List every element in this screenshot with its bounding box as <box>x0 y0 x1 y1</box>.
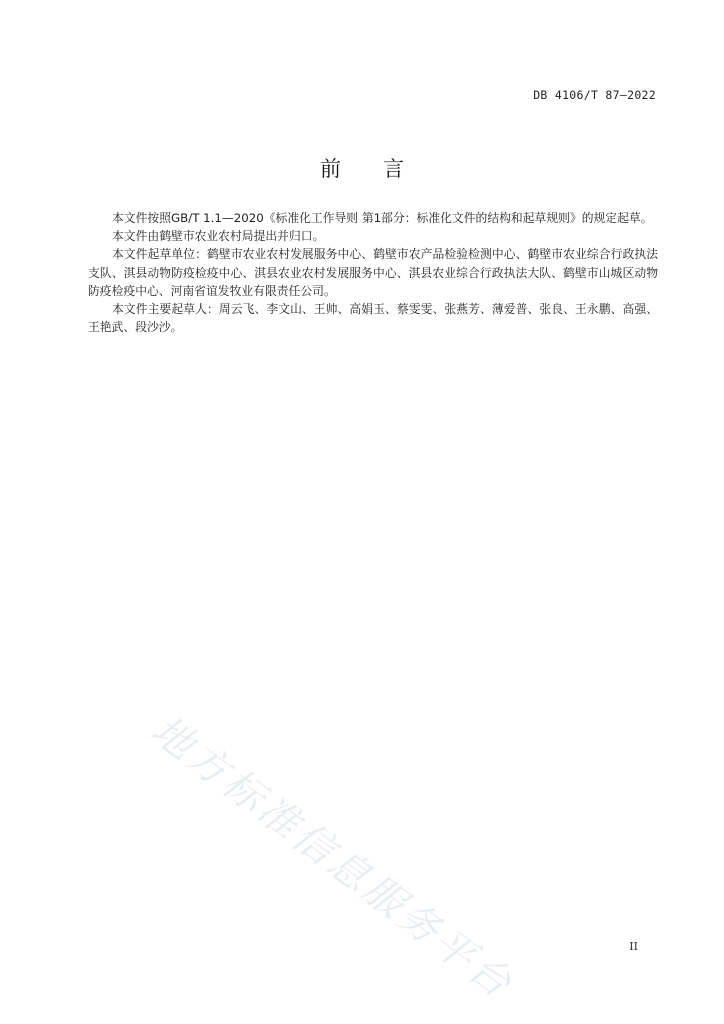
paragraph-drafting-units: 本文件起草单位：鹤壁市农业农村发展服务中心、鹤壁市农产品检验检测中心、鹤壁市农业综合行政执法支队、淇县动物防疫检疫中心、淇县农业农村发展服务中心、淇县农业综合行政执法大队、鹤壁市山城区动物防疫检疫中心、河南省谊发牧业有限责任公司。 <box>88 247 658 298</box>
title-char-2: 言 <box>383 157 404 181</box>
document-code: DB 4106/T 87—2022 <box>533 88 656 102</box>
paragraph-drafting-basis: 本文件按照GB/T 1.1—2020《标准化工作导则 第1部分：标准化文件的结构和起草规则》的规定起草。 <box>112 211 653 225</box>
paragraph-proposer: 本文件由鹤壁市农业农村局提出并归口。 <box>112 229 325 244</box>
page-title <box>0 153 724 183</box>
paragraph-main-drafters: 本文件主要起草人：周云飞、李文山、王帅、高娟玉、蔡雯雯、张燕芳、薄爱普、张良、王永鹏、高强、王艳武、段沙沙。 <box>88 302 658 335</box>
page-number: II <box>629 940 638 953</box>
watermark: 地方标准信息服务平台 <box>142 707 522 1009</box>
title-char-1: 前 <box>320 157 341 181</box>
foreword-body <box>88 209 658 336</box>
